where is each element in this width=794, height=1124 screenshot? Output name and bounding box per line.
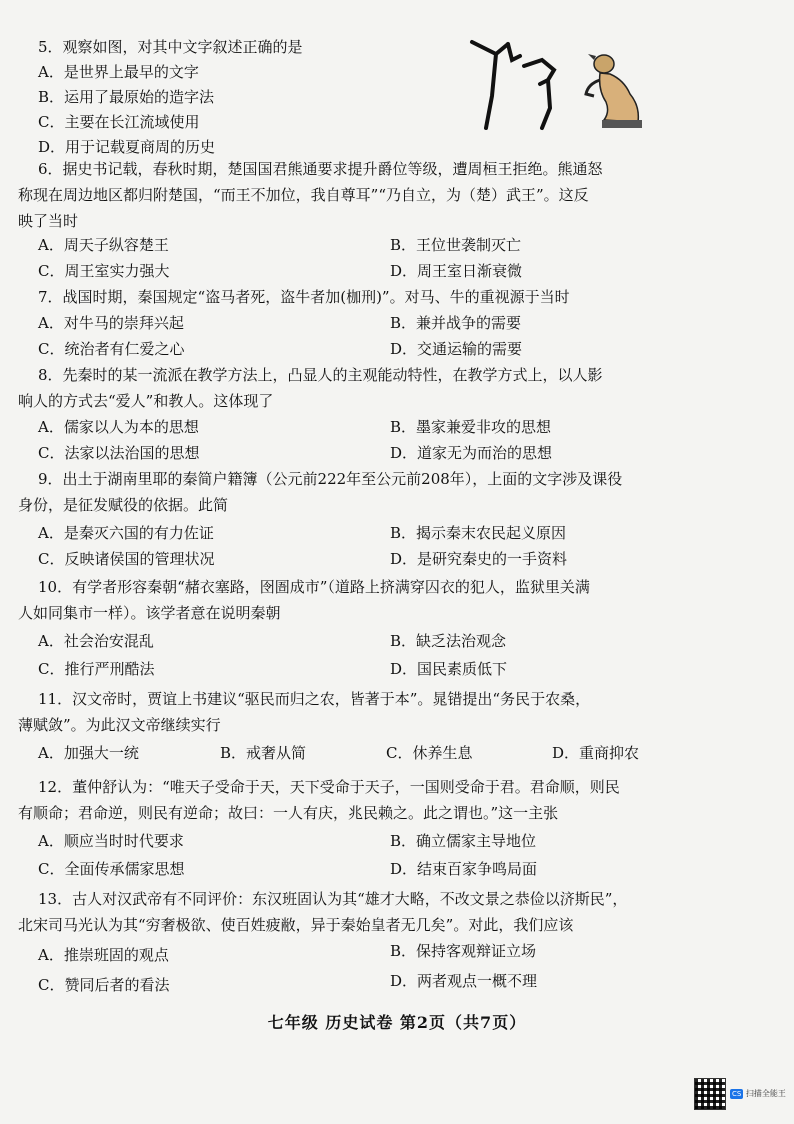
question-stem: 有顺命；君命逆，则民有逆命；故曰：一人有庆，兆民赖之。此之谓也。”这一主张 — [18, 804, 559, 822]
option-d: D．道家无为而治的思想 — [390, 444, 553, 462]
option-d: D．周王室日渐衰微 — [390, 262, 523, 280]
option-b: B．揭示秦末农民起义原因 — [390, 524, 567, 542]
option-d: D．用于记载夏商周的历史 — [38, 138, 216, 156]
question-10 — [18, 574, 778, 626]
question-stem: 8．先秦时的某一流派在教学方法上，凸显人的主观能动特性，在教学方式上，以人影 — [38, 366, 603, 384]
option-d: D．结束百家争鸣局面 — [390, 860, 538, 878]
option-b: B．运用了最原始的造字法 — [38, 88, 215, 106]
option-a: A．顺应当时时代要求 — [38, 832, 184, 850]
option-a: A．对牛马的崇拜兴起 — [38, 314, 184, 332]
option-a: A．儒家以人为本的思想 — [38, 418, 199, 436]
question-stem: 身份，是征发赋役的依据。此简 — [18, 496, 229, 514]
question-8 — [18, 362, 778, 414]
scanner-brand — [730, 1089, 786, 1099]
question-12 — [18, 774, 778, 826]
kneeling-figure-image — [580, 50, 656, 132]
option-c: C．反映诸侯国的管理状况 — [38, 550, 215, 568]
question-stem: 9．出土于湖南里耶的秦简户籍簿（公元前222年至公元前208年），上面的文字涉及课役 — [38, 470, 623, 488]
question-stem: 6．据史书记载，春秋时期，楚国国君熊通要求提升爵位等级，遭周桓王拒绝。熊通怒 — [38, 160, 603, 178]
question-5 — [18, 34, 778, 60]
question-stem: 映了当时 — [18, 212, 79, 230]
option-c: C．法家以法治国的思想 — [38, 444, 200, 462]
cs-logo: CS — [732, 1090, 742, 1098]
option-b: B．保持客观辩证立场 — [390, 942, 537, 960]
option-c: C．统治者有仁爱之心 — [38, 340, 185, 358]
question-9 — [18, 466, 778, 518]
question-stem: 5．观察如图，对其中文字叙述正确的是 — [38, 38, 303, 56]
option-c: C．周王室实力强大 — [38, 262, 170, 280]
option-c: C．推行严刑酷法 — [38, 660, 155, 678]
option-d: D．国民素质低下 — [390, 660, 508, 678]
question-7 — [18, 284, 778, 310]
option-b: B．确立儒家主导地位 — [390, 832, 537, 850]
option-d: D．两者观点一概不理 — [390, 972, 538, 990]
option-b: B．墨家兼爱非攻的思想 — [390, 418, 552, 436]
qr-code-icon — [694, 1078, 726, 1110]
question-11 — [18, 686, 778, 738]
question-stem: 北宋司马光认为其“穷奢极欲、使百姓疲敝，异于秦始皇者无几矣”。对此，我们应该 — [18, 916, 574, 934]
option-d: D．是研究秦史的一手资料 — [390, 550, 568, 568]
option-a: A．社会治安混乱 — [38, 632, 154, 650]
question-stem: 人如同集市一样）。该学者意在说明秦朝 — [18, 604, 281, 622]
question-6 — [18, 156, 778, 234]
option-a: A．周天子纵容楚王 — [38, 236, 169, 254]
option-b: B．兼并战争的需要 — [390, 314, 522, 332]
option-c: C．主要在长江流域使用 — [38, 113, 200, 131]
option-b: B．王位世袭制灭亡 — [390, 236, 522, 254]
option-a: A．推崇班固的观点 — [38, 946, 169, 964]
question-stem: 称现在周边地区都归附楚国，“而王不加位，我自尊耳”“乃自立，为（楚）武王”。这反 — [18, 186, 589, 204]
option-b: B．戒奢从简 — [220, 744, 307, 762]
option-a: A．加强大一统 — [38, 744, 139, 762]
option-b: B．缺乏法治观念 — [390, 632, 507, 650]
scanner-watermark — [694, 1078, 786, 1110]
question-stem: 11．汉文帝时，贾谊上书建议“驱民而归之农，皆著于本”。晁错提出“务民于农桑， — [38, 690, 591, 708]
option-c: C．休养生息 — [386, 744, 473, 762]
question-stem: 7．战国时期，秦国规定“盗马者死，盗牛者加(枷刑)”。对马、牛的重视源于当时 — [38, 288, 570, 306]
scanner-brand-name: 扫描全能王 — [745, 1089, 786, 1098]
option-c: C．全面传承儒家思想 — [38, 860, 185, 878]
option-a: A．是世界上最早的文字 — [38, 63, 199, 81]
question-stem: 10．有学者形容秦朝“赭衣塞路，囹圄成市”（道路上挤满穿囚衣的犯人，监狱里关满 — [38, 578, 590, 596]
question-stem: 12．董仲舒认为：“唯天子受命于天，天下受命于天子，一国则受命于君。君命顺，则民 — [38, 778, 620, 796]
page-footer: 七年级 历史试卷 第2页（共7页） — [267, 1013, 527, 1032]
option-a: A．是秦灭六国的有力佐证 — [38, 524, 214, 542]
question-stem: 13．古人对汉武帝有不同评价：东汉班固认为其“雄才大略，不改文景之恭俭以济斯民”， — [38, 890, 628, 908]
option-d: D．交通运输的需要 — [390, 340, 523, 358]
question-stem: 薄赋敛”。为此汉文帝继续实行 — [18, 716, 221, 734]
question-stem: 响人的方式去“爱人”和教人。这体现了 — [18, 392, 274, 410]
option-c: C．赞同后者的看法 — [38, 976, 170, 994]
option-d: D．重商抑农 — [552, 744, 640, 762]
question-13 — [18, 886, 778, 938]
